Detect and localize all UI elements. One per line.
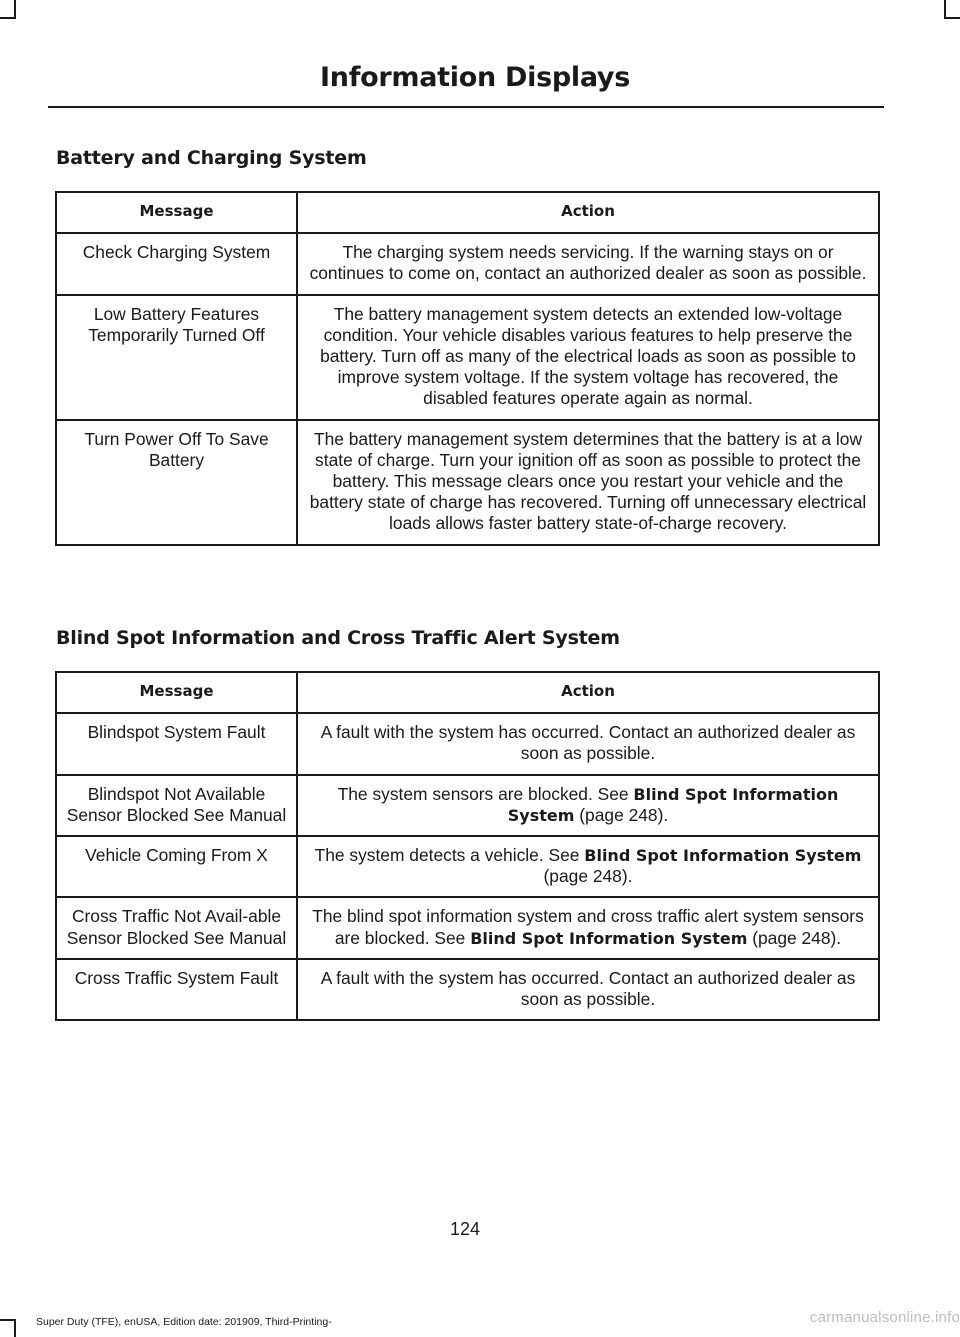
crop-mark	[944, 17, 960, 19]
cross-reference-link[interactable]: Blind Spot Information System	[507, 784, 839, 825]
action-cell: A fault with the system has occurred. Contact an authorized dealer as soon as possible.	[297, 959, 879, 1020]
action-text: The system sensors are blocked. See	[337, 783, 634, 804]
cross-reference-link[interactable]: Blind Spot Information System	[584, 846, 862, 866]
crop-mark	[0, 17, 16, 19]
page-header	[48, 60, 884, 108]
table-header-row	[56, 192, 879, 233]
table-row	[56, 420, 879, 545]
page-number: 124	[449, 1219, 481, 1239]
battery-charging-table	[55, 191, 880, 546]
table-row	[56, 959, 879, 1020]
column-header-message: Message	[56, 192, 297, 233]
action-cell	[297, 775, 879, 836]
cross-reference-link[interactable]: Blind Spot Information System	[470, 928, 748, 948]
message-cell: Cross Traffic Not Avail-able Sensor Blocked See Manual	[56, 897, 297, 958]
action-text: The system detects a vehicle. See	[314, 845, 585, 866]
message-cell: Cross Traffic System Fault	[56, 959, 297, 1020]
page-reference: (page 248).	[574, 804, 669, 825]
crop-mark	[944, 0, 946, 18]
table-row	[56, 713, 879, 774]
message-cell: Blindspot System Fault	[56, 713, 297, 774]
action-cell: The battery management system determines that the battery is at a low state of charge. Turn your ignition off as soon as possible to protect the battery. This message clears once you restart your vehicle and the battery state of charge has recovered. Turning off unnecessary electrical loads allows faster battery state-of-charge recovery.	[297, 420, 879, 545]
message-cell: Blindspot Not Available Sensor Blocked See Manual	[56, 775, 297, 836]
page-title: Information Displays	[320, 62, 630, 93]
column-header-action: Action	[297, 672, 879, 713]
message-cell: Turn Power Off To Save Battery	[56, 420, 297, 545]
action-cell: The battery management system detects an extended low-voltage condition. Your vehicle disables various features to help preserve the battery. Turn off as many of the electrical loads as soon as possible to improve system voltage. If the system voltage has recovered, the disabled features operate again as normal.	[297, 295, 879, 420]
crop-mark	[14, 1319, 16, 1337]
message-cell: Check Charging System	[56, 233, 297, 294]
table-row	[56, 233, 879, 294]
crop-mark	[14, 0, 16, 18]
action-cell	[297, 897, 879, 958]
action-cell: The charging system needs servicing. If the warning stays on or continues to come on, contact an authorized dealer as soon as possible.	[297, 233, 879, 294]
column-header-message: Message	[56, 672, 297, 713]
column-header-action: Action	[297, 192, 879, 233]
table-row	[56, 897, 879, 958]
table-row	[56, 295, 879, 420]
page-reference: (page 248).	[747, 927, 842, 948]
edition-footer: Super Duty (TFE), enUSA, Edition date: 201909, Third-Printing-	[36, 1316, 332, 1328]
crop-mark	[0, 1319, 16, 1321]
table-row	[56, 775, 879, 836]
blind-spot-table	[55, 671, 880, 1021]
table-row	[56, 836, 879, 897]
page-reference: (page 248).	[543, 866, 633, 887]
table-header-row	[56, 672, 879, 713]
action-text: The blind spot information system and cross traffic alert system sensors are blocked. See	[312, 906, 864, 948]
action-cell	[297, 836, 879, 897]
section-heading-blind-spot: Blind Spot Information and Cross Traffic Alert System	[56, 627, 620, 649]
message-cell: Vehicle Coming From X	[56, 836, 297, 897]
watermark: carmanualsonline.info	[809, 1309, 960, 1326]
message-cell: Low Battery Features Temporarily Turned Off	[56, 295, 297, 420]
section-heading-battery: Battery and Charging System	[56, 147, 367, 169]
action-cell: A fault with the system has occurred. Contact an authorized dealer as soon as possible.	[297, 713, 879, 774]
